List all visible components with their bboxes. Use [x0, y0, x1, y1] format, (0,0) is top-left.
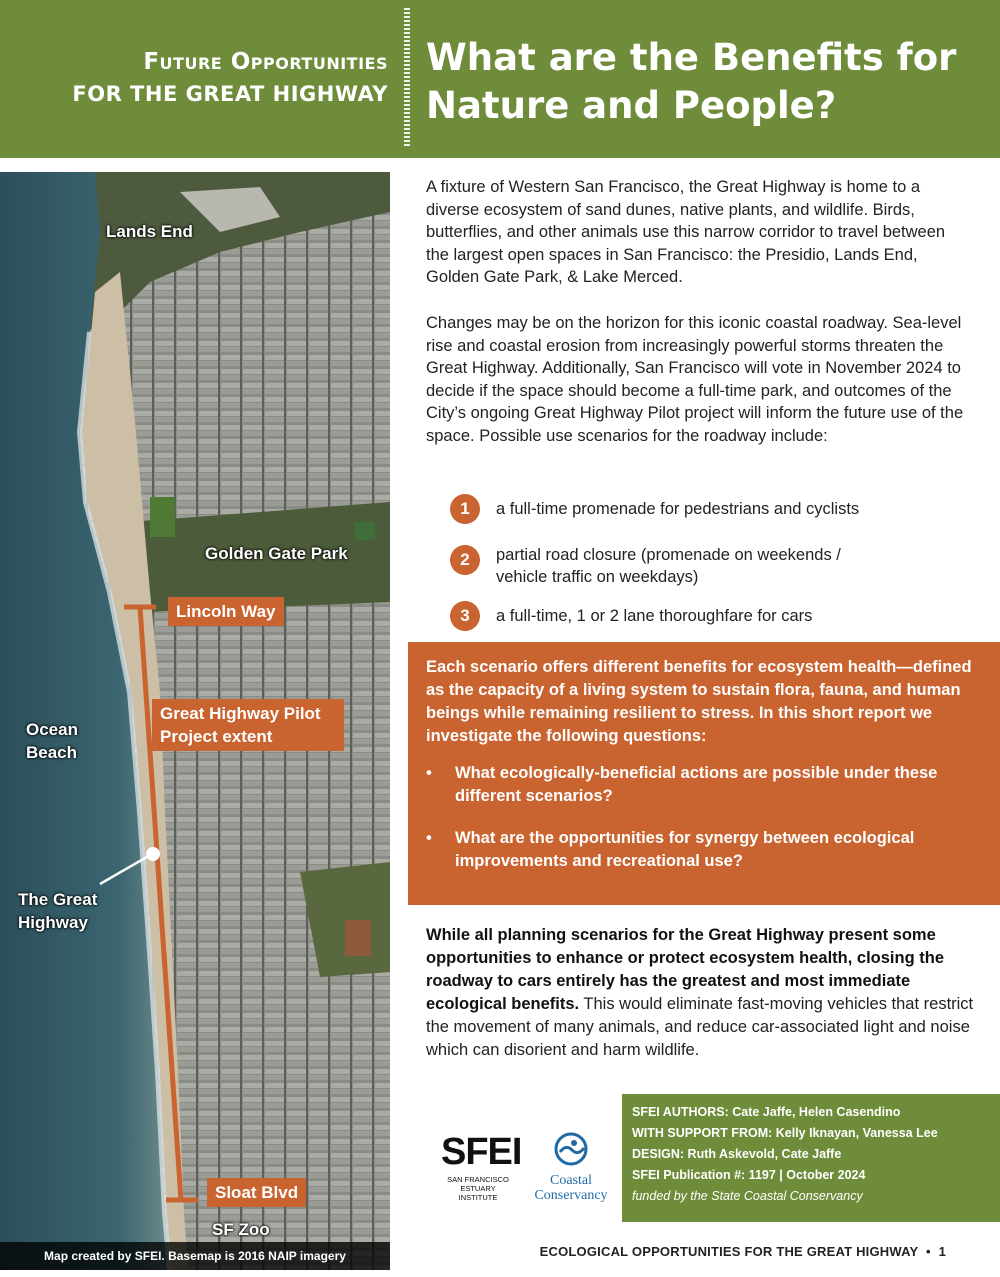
scenario-text: a full-time promenade for pedestrians and cyclists: [496, 500, 860, 518]
credits-funded: funded by the State Coastal Conservancy: [632, 1189, 863, 1203]
conclusion-paragraph: [426, 924, 976, 1062]
label-ocean-beach: Ocean Beach: [26, 720, 78, 762]
bullet-icon: •: [426, 764, 432, 782]
label-sf-zoo: SF Zoo: [212, 1220, 270, 1239]
series-title-line2: FOR THE GREAT HIGHWAY: [72, 82, 388, 106]
scenario-item: [450, 540, 970, 588]
map-panel: [0, 172, 390, 1270]
credits-publication: SFEI Publication #: 1197 | October 2024: [632, 1168, 866, 1182]
series-title-line1: Future Opportunities: [143, 49, 388, 75]
scenario-item: [450, 494, 970, 524]
page-number: 1: [938, 1244, 946, 1259]
question-item: [426, 762, 982, 808]
highway-pointer-dot: [146, 847, 160, 861]
conclusion-rest: This would eliminate fast-moving vehicles that restrict the movement of many animals, and reduce car-associated light and noise which can disorient and harm wildlife.: [426, 995, 974, 1059]
label-golden-gate-park: Golden Gate Park: [205, 544, 348, 563]
scenario-number-badge: 2: [450, 545, 480, 575]
intro-paragraph-1: A fixture of Western San Francisco, the Great Highway is home to a diverse ecosystem of sand dunes, native plants, and wildlife. Birds, butterflies, and other animals use this narrow corridor to travel between the largest open spaces in San Francisco: the Presidio, Lands End, Golden Gate Park, & Lake Merced.: [426, 178, 946, 286]
page-title: What are the Benefits for Nature and People?: [426, 36, 957, 127]
coastal-conservancy-name: Coastal Conservancy: [534, 1173, 608, 1203]
question-text: What ecologically-beneficial actions are possible under these different scenarios?: [455, 764, 938, 805]
scenario-text: a full-time, 1 or 2 lane thoroughfare for cars: [496, 607, 813, 625]
coastal-conservancy-logo: [526, 1132, 616, 1203]
footer-separator: •: [925, 1244, 931, 1259]
credits-design: DESIGN: Ruth Askevold, Cate Jaffe: [632, 1147, 842, 1161]
tag-lincoln-way: Lincoln Way: [168, 597, 284, 626]
credits-authors: SFEI AUTHORS: Cate Jaffe, Helen Casendino: [632, 1105, 901, 1119]
map-credit: Map created by SFEI. Basemap is 2016 NAIP imagery: [0, 1242, 390, 1270]
header-divider: [404, 8, 410, 148]
series-title: [0, 46, 392, 110]
tag-pilot-extent: Great Highway Pilot Project extent: [152, 699, 344, 751]
bullet-icon: •: [426, 829, 432, 847]
page-footer: [540, 1244, 946, 1259]
label-lands-end: Lands End: [106, 222, 193, 241]
wave-emblem-icon: [554, 1132, 588, 1166]
callout-lead: Each scenario offers different benefits for ecosystem health—defined as the capacity of a living system to sustain flora, fauna, and human beings while remaining resilient to stress. In this short report we investigate the following questions:: [426, 658, 972, 745]
questions-callout: [408, 642, 1000, 905]
credits-box: [622, 1094, 1000, 1222]
credits-support: WITH SUPPORT FROM: Kelly Iknayan, Vanessa Lee: [632, 1126, 938, 1140]
label-great-highway: The Great Highway: [18, 890, 98, 932]
sfei-logo-wordmark: SFEI: [441, 1131, 522, 1173]
scenario-text: partial road closure (promenade on weekends / vehicle traffic on weekdays): [496, 546, 841, 586]
question-text: What are the opportunities for synergy between ecological improvements and recreational use?: [455, 829, 915, 870]
tag-sloat-blvd: Sloat Blvd: [207, 1178, 306, 1207]
intro-paragraph-2: Changes may be on the horizon for this iconic coastal roadway. Sea-level rise and coastal erosion from increasingly powerful storms threaten the Great Highway. Additionally, San Francisco will vote in November 2024 to decide if the space should become a full-time park, and outcomes of the City’s ongoing Great Highway Pilot project will inform the future use of the space. Possible use scenarios for the roadway include:: [426, 314, 964, 445]
sfei-logo-subtitle: SAN FRANCISCO ESTUARY INSTITUTE: [447, 1175, 509, 1202]
header-band: [0, 0, 1000, 158]
sfei-logo: [441, 1131, 522, 1203]
footer-title: ECOLOGICAL OPPORTUNITIES FOR THE GREAT HIGHWAY: [539, 1244, 919, 1259]
scenario-item: [450, 601, 970, 631]
scenario-number-badge: 3: [450, 601, 480, 631]
scenario-number-badge: 1: [450, 494, 480, 524]
question-list: [426, 762, 982, 873]
question-item: [426, 827, 982, 873]
conclusion-bold: While all planning scenarios for the Great Highway present some opportunities to enhance or protect ecosystem health, closing the roadway to cars entirely has the greatest and most immediate ecological benefits.: [426, 926, 945, 1013]
